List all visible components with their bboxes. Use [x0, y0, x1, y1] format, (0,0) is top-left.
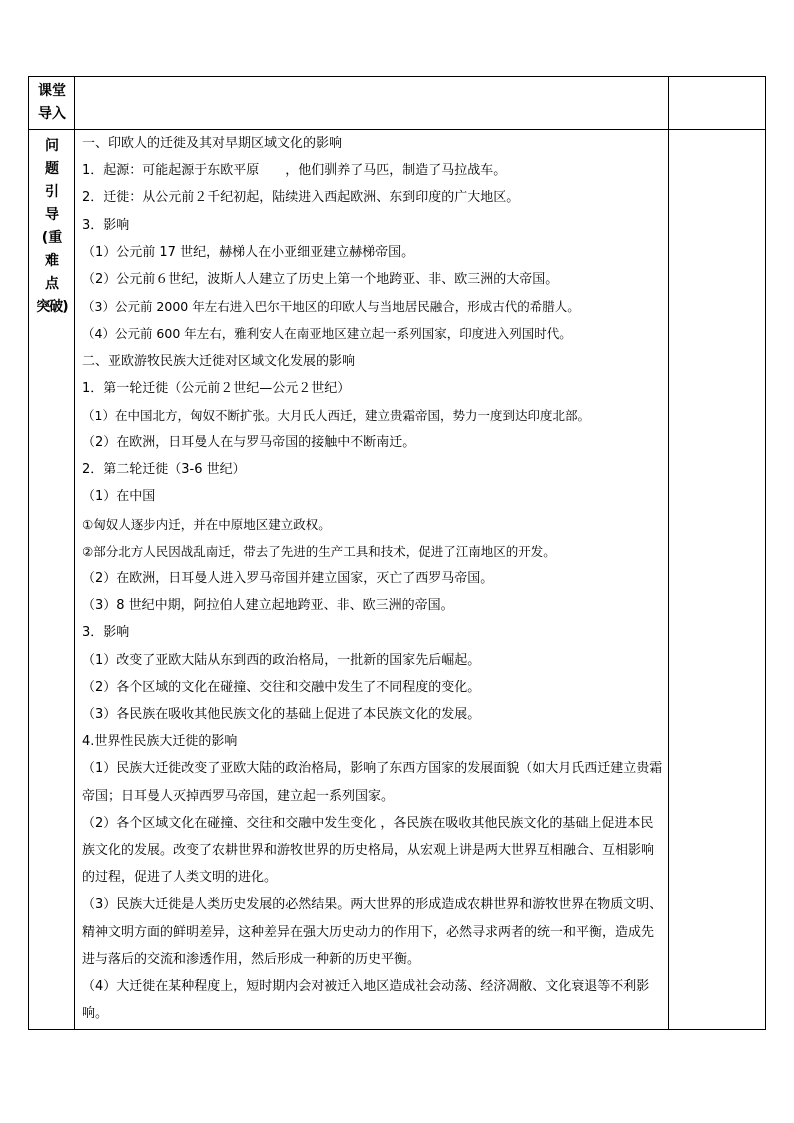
text-line: 3．影响 — [82, 217, 130, 233]
text-line: 2．迁徙：从公元前２千纪初起，陆续进入西起欧洲、东到印度的广大地区。 — [82, 190, 520, 206]
intro-label — [30, 80, 74, 126]
paragraph: （1）民族大迁徙改变了亚欧大陆的政治格局，影响了东西方国家的发展面貌（如大月氏西迁建立贵霜帝国；日耳曼人灭掉西罗马帝国，建立起一系列国家。 — [82, 761, 663, 804]
paragraph: （3）民族大迁徙是人类历史发展的必然结果。两大世界的形成造成农耕世界和游牧世界在物质文明、精神文明方面的鲜明差异，这种差异在强大历史动力的作用下，必然寻求两者的统一和平衡，造成先进与落后的交流和渗透作用，然后形成一种新的历史平衡。 — [82, 897, 663, 967]
content-cell — [82, 130, 666, 1027]
table-border-bottom — [28, 1029, 766, 1030]
text-line: 1．第一轮迁徙（公元前２世纪—公元２世纪） — [82, 380, 351, 396]
text-line: （1）公元前 17 世纪，赫梯人在小亚细亚建立赫梯帝国。 — [82, 244, 415, 260]
problem-label-line: 突破) — [36, 299, 68, 315]
text-line: （2）公元前６世纪，波斯人人建立了历史上第一个地跨亚、非、欧三洲的大帝国。 — [82, 271, 559, 287]
text-line: （1）改变了亚欧大陆从东到西的政治格局，一批新的国家先后崛起。 — [82, 652, 481, 668]
text-line: （2）各个区域的文化在碰撞、交往和交融中发生了不同程度的变化。 — [82, 679, 481, 695]
problem-label-line: 问 — [45, 138, 59, 154]
intro-label-line: 导入 — [38, 106, 66, 122]
table-column-divider-2 — [668, 76, 669, 1030]
table-border-left — [28, 76, 29, 1030]
problem-label-line: 题 — [45, 161, 59, 177]
problem-label-line: 点 — [45, 276, 59, 292]
text-line: 2．第二轮迁徙（3-6 世纪） — [82, 462, 246, 478]
text-line: 4.世界性民族大迁徙的影响 — [82, 734, 238, 750]
lesson-table — [28, 76, 766, 1030]
text-line: （3）公元前 2000 年左右进入巴尔干地区的印欧人与当地居民融合，形成古代的希腊人。 — [82, 299, 580, 315]
text-line: ②部分北方人民因战乱南迁，带去了先进的生产工具和技术，促进了江南地区的开发。 — [82, 543, 556, 559]
text-line: 3．影响 — [82, 625, 130, 641]
text-line: （2）在欧洲，日耳曼人在与罗马帝国的接触中不断南迁。 — [82, 435, 416, 451]
section-title: 二、亚欧游牧民族大迁徙对区域文化发展的影响 — [82, 353, 356, 369]
table-border-top — [28, 76, 766, 77]
text-line: （3）各民族在吸收其他民族文化的基础上促进了本民族文化的发展。 — [82, 706, 481, 722]
problem-label-line: 导 — [45, 207, 59, 223]
text-line: （1）在中国 — [82, 489, 156, 505]
problem-label-line: 难 — [45, 253, 59, 269]
text-line: ①匈奴人逐步内迁，并在中原地区建立政权。 — [82, 516, 331, 532]
table-border-right — [765, 76, 766, 1030]
problem-label-line: 引 — [45, 184, 59, 200]
table-column-divider-1 — [74, 76, 75, 1030]
text-line: （1）在中国北方，匈奴不断扩张。大月氏人西迁，建立贵霜帝国，势力一度到达印度北部。 — [82, 407, 590, 423]
problem-label-line: (重 — [41, 230, 63, 246]
paragraph: （4）大迁徙在某种程度上，短时期内会对被迁入地区造成社会动荡、经济凋敝、文化衰退等不利影响。 — [82, 978, 650, 1022]
text-line: 1．起源：可能起源于东欧平原 ，他们驯养了马匹，制造了马拉战车。 — [82, 163, 507, 179]
paragraph: （2）各个区域文化在碰撞、交往和交融中发生变化 ，各民族在吸收其他民族文化的基础上促进本民族文化的发展。改变了农耕世界和游牧世界的历史格局，从宏观上讲是两大世界互相融合、互相影响的过程，促进了人类文明的进化。 — [82, 815, 655, 886]
text-line: （2）在欧洲，日耳曼人进入罗马帝国并建立国家，灭亡了西罗马帝国。 — [82, 571, 494, 586]
problem-guide-label — [30, 135, 74, 319]
text-line: （4）公元前 600 年左右，雅利安人在南亚地区建立起一系列国家，印度进入列国时代。 — [82, 326, 572, 342]
section-title: 一、印欧人的迁徙及其对早期区域文化的影响 — [82, 136, 343, 151]
text-line: （3）8 世纪中期，阿拉伯人建立起地跨亚、非、欧三洲的帝国。 — [82, 598, 454, 614]
intro-label-line: 课堂 — [38, 83, 66, 99]
